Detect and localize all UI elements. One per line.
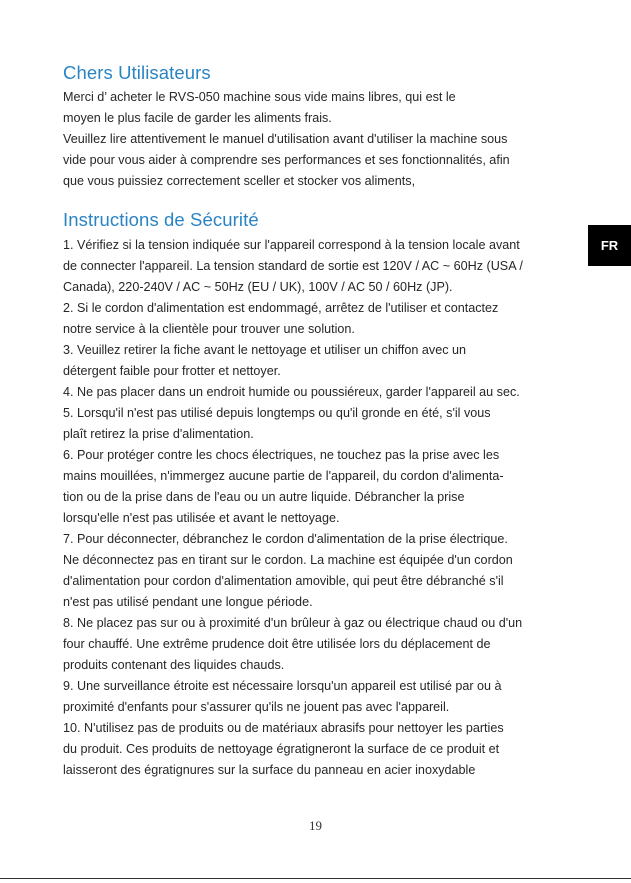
safety-line: 1. Vérifiez si la tension indiquée sur l'appareil correspond à la tension locale avant — [63, 238, 520, 252]
safety-line: proximité d'enfants pour s'assurer qu'ils ne jouent pas avec l'appareil. — [63, 700, 450, 714]
safety-line: 7. Pour déconnecter, débranchez le cordon d'alimentation de la prise électrique. — [63, 532, 508, 546]
safety-line: plaît retirez la prise d'alimentation. — [63, 427, 254, 441]
safety-line: 5. Lorsqu'il n'est pas utilisé depuis longtemps ou qu'il gronde en été, s'il vous — [63, 406, 491, 420]
safety-line: 8. Ne placez pas sur ou à proximité d'un brûleur à gaz ou électrique chaud ou d'un — [63, 616, 523, 630]
intro-paragraph — [63, 87, 573, 192]
safety-line: tion ou de la prise dans de l'eau ou un autre liquide. Débrancher la prise — [63, 490, 465, 504]
safety-line: 3. Veuillez retirer la fiche avant le nettoyage et utiliser un chiffon avec un — [63, 343, 467, 357]
bottom-divider — [0, 878, 631, 879]
safety-line: mains mouillées, n'immergez aucune partie de l'appareil, du cordon d'alimenta- — [63, 469, 504, 483]
intro-line: vide pour vous aider à comprendre ses performances et ses fonctionnalités, afin — [63, 153, 510, 167]
heading-users: Chers Utilisateurs — [63, 62, 211, 83]
safety-line: 6. Pour protéger contre les chocs électriques, ne touchez pas la prise avec les — [63, 448, 500, 462]
heading-safety: Instructions de Sécurité — [63, 209, 259, 230]
safety-line: 10. N'utilisez pas de produits ou de matériaux abrasifs pour nettoyer les parties — [63, 721, 504, 735]
safety-line: Canada), 220-240V / AC ~ 50Hz (EU / UK), 100V / AC 50 / 60Hz (JP). — [63, 280, 453, 294]
page-number: 19 — [309, 818, 322, 833]
safety-line: notre service à la clientèle pour trouver une solution. — [63, 322, 355, 336]
safety-instructions — [63, 235, 573, 781]
safety-line: Ne déconnectez pas en tirant sur le cordon. La machine est équipée d'un cordon — [63, 553, 513, 567]
safety-line: four chauffé. Une extrême prudence doit être utilisée lors du déplacement de — [63, 637, 491, 651]
safety-line: 9. Une surveillance étroite est nécessaire lorsqu'un appareil est utilisé par ou à — [63, 679, 502, 693]
safety-line: lorsqu'elle n'est pas utilisée et avant le nettoyage. — [63, 511, 340, 525]
safety-line: de connecter l'appareil. La tension standard de sortie est 120V / AC ~ 60Hz (USA / — [63, 259, 523, 273]
safety-line: n'est pas utilisé pendant une longue période. — [63, 595, 313, 609]
safety-line: 2. Si le cordon d'alimentation est endommagé, arrêtez de l'utiliser et contactez — [63, 301, 499, 315]
safety-line: 4. Ne pas placer dans un endroit humide ou poussiéreux, garder l'appareil au sec. — [63, 385, 520, 399]
intro-line: Merci d’ acheter le RVS-050 machine sous vide mains libres, qui est le — [63, 90, 456, 104]
language-tab: FR — [588, 225, 631, 266]
page-content — [63, 61, 573, 781]
safety-line: du produit. Ces produits de nettoyage égratigneront la surface de ce produit et — [63, 742, 500, 756]
safety-line: produits contenant des liquides chauds. — [63, 658, 285, 672]
safety-line: d'alimentation pour cordon d'alimentation amovible, qui peut être débranché s'il — [63, 574, 504, 588]
intro-line: Veuillez lire attentivement le manuel d'utilisation avant d'utiliser la machine sous — [63, 132, 508, 146]
intro-line: moyen le plus facile de garder les aliments frais. — [63, 111, 332, 125]
safety-line: détergent faible pour frotter et nettoyer. — [63, 364, 281, 378]
intro-line: que vous puissiez correctement sceller et stocker vos aliments, — [63, 174, 416, 188]
safety-line: laisseront des égratignures sur la surface du panneau en acier inoxydable — [63, 763, 476, 777]
